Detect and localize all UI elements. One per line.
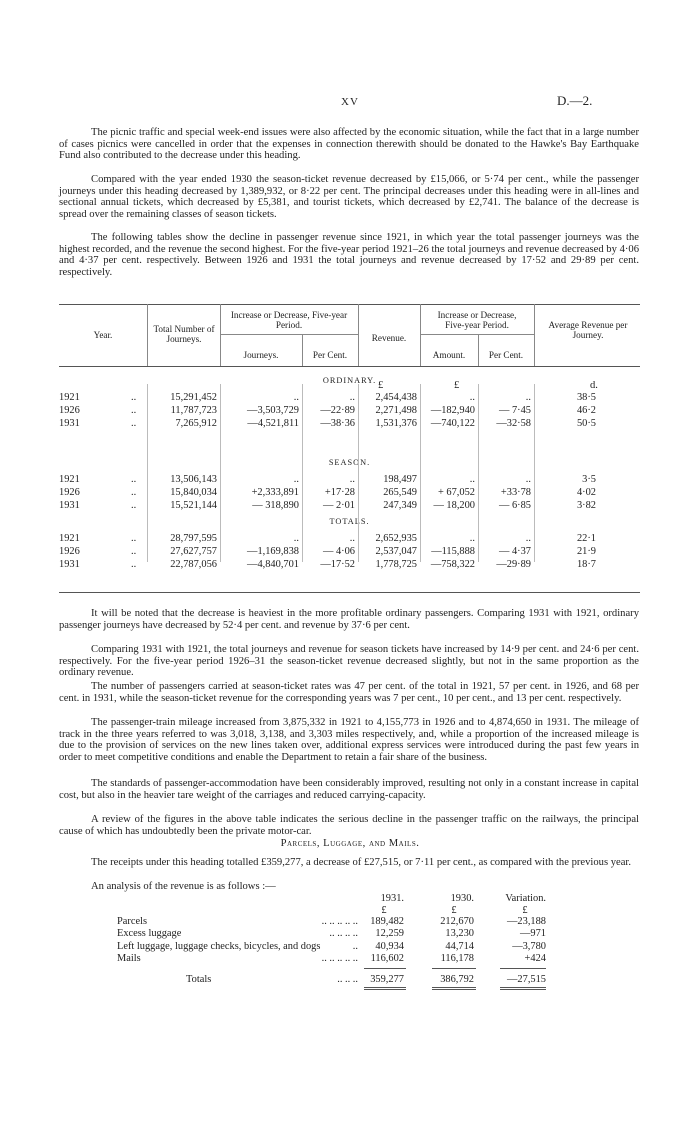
after-paragraph-2: Comparing 1931 with 1921, the total journeys and revenue for season tickets have increased by 14·9 per cent. and 24·6 per cent. respectively. For the five-year period 1926–31 the season-ticket revenue decreased slightly, but not in the same proportion as the ordinary revenue.: [59, 644, 639, 679]
parcels-1931-cell: 116,602: [370, 952, 404, 964]
amount-pct-cell: — 6·85: [498, 500, 531, 511]
revenue-cell: 1,778,725: [375, 559, 417, 570]
revenue-cell: 2,454,438: [375, 392, 417, 403]
leader-dots: .. .. .. ..: [329, 928, 358, 940]
intro-paragraph-3: The following tables show the decline in passenger revenue since 1921, in which year the total passenger journeys was the highest recorded, and the revenue the second highest. For the five-year period 1921–26 the total journeys and revenue decreased by 4·06 and 4·37 per cent. respectively. Between 1926 and 1931 the total journeys and revenue decreased by 17·52 and 29·89 per cent. respectively.: [59, 232, 639, 278]
column-rule: [220, 384, 221, 562]
total-journeys-cell: 28,797,595: [170, 533, 217, 544]
amount-cell: —740,122: [430, 418, 475, 429]
parcels-1930-cell: 44,714: [445, 940, 474, 952]
col-header-group-journeys: Increase or Decrease, Five-year Period.: [230, 310, 348, 330]
column-rule: [147, 384, 148, 562]
parcels-unit-variation: £: [522, 905, 528, 916]
leader-dots: .. .. .. .. ..: [321, 952, 358, 964]
amount-cell: ..: [469, 392, 475, 403]
intro-paragraph-2: Compared with the year ended 1930 the season-ticket revenue decreased by £15,066, or 5·74 per cent., while the passenger journeys under this heading decreased by 1,389,932, or 8·22 per cent. The principal decreases under this heading were in all-lines and sectional annual tickets, which decreased by £5,381, and tourist tickets, which decreased by £2,741. The balance of the decrease is spread over the remaining classes of season tickets.: [59, 174, 639, 220]
journeys-pct-cell: +17·28: [324, 487, 355, 498]
journeys-change-cell: ..: [293, 392, 299, 403]
revenue-cell: 2,652,935: [375, 533, 417, 544]
total-journeys-cell: 13,506,143: [170, 474, 217, 485]
col-header-journeys: Journeys.: [243, 350, 279, 360]
section-heading-parcels: Parcels, Luggage, and Mails.: [280, 838, 420, 849]
year-cell: 1921: [59, 533, 80, 544]
year-cell: 1926: [59, 546, 80, 557]
journeys-pct-cell: — 4·06: [322, 546, 355, 557]
leader-dots: ..: [352, 940, 358, 952]
unit-revenue: £: [378, 380, 384, 391]
average-cell: 3·82: [576, 500, 596, 511]
journeys-pct-cell: —17·52: [320, 559, 355, 570]
total-journeys-cell: 11,787,723: [170, 405, 217, 416]
amount-pct-cell: ..: [525, 392, 531, 403]
amount-pct-cell: ..: [525, 474, 531, 485]
section-title: TOTALS.: [329, 517, 370, 526]
parcels-row-label: Excess luggage: [117, 928, 182, 940]
average-cell: 21·9: [576, 546, 596, 557]
total-journeys-cell: 22,787,056: [170, 559, 217, 570]
column-rule: [302, 384, 303, 562]
average-cell: 50·5: [576, 418, 596, 429]
leader-dots: .. .. .. .. ..: [321, 916, 358, 927]
revenue-cell: 265,549: [383, 487, 417, 498]
parcels-variation-cell: —23,188: [507, 916, 546, 927]
document-reference: D.—2.: [557, 93, 593, 108]
column-rule: [358, 384, 359, 562]
amount-cell: + 67,052: [437, 487, 475, 498]
parcels-row-label: Parcels: [117, 916, 148, 927]
amount-cell: —182,940: [430, 405, 475, 416]
leader-dots: ..: [131, 546, 137, 557]
average-cell: 18·7: [576, 559, 596, 570]
journeys-change-cell: —1,169,838: [247, 546, 299, 557]
journeys-change-cell: —4,840,701: [247, 559, 299, 570]
parcels-1931-cell: 189,482: [370, 916, 404, 927]
year-cell: 1931: [59, 559, 80, 570]
amount-cell: —115,888: [431, 546, 475, 557]
amount-pct-cell: +33·78: [500, 487, 531, 498]
journeys-change-cell: ..: [293, 533, 299, 544]
parcels-1930-cell: 212,670: [440, 916, 474, 927]
parcels-1931-cell: 12,259: [375, 928, 404, 940]
after-paragraph-5: The standards of passenger-accommodation have been considerably improved, resulting not only in a constant increase in capital cost, but also in the heavier tare weight of the carriages and reduced carrying-capacity.: [59, 778, 639, 801]
leader-dots: ..: [131, 405, 137, 416]
revenue-cell: 1,531,376: [375, 418, 417, 429]
section-title: ORDINARY.: [322, 376, 377, 385]
amount-cell: ..: [469, 533, 475, 544]
col-header-per-cent-2: Per Cent.: [488, 350, 524, 360]
journeys-pct-cell: — 2·01: [322, 500, 355, 511]
page-number: XV: [341, 96, 359, 108]
journeys-change-cell: —3,503,729: [247, 405, 299, 416]
revenue-cell: 198,497: [383, 474, 417, 485]
col-header-total-journeys: Total Number of Journeys.: [153, 324, 215, 344]
parcels-col-header-1930: 1930.: [450, 893, 474, 904]
parcels-row: [0, 916, 700, 928]
total-journeys-cell: 15,840,034: [170, 487, 217, 498]
parcels-totals-row: [0, 974, 700, 986]
totals-label: Totals: [186, 974, 212, 985]
year-cell: 1926: [59, 405, 80, 416]
parcels-row-label: Left luggage, luggage checks, bicycles, and dogs: [117, 940, 321, 952]
parcels-paragraph-1: The receipts under this heading totalled £359,277, a decrease of £27,515, or 7·11 per cent., as compared with the previous year.: [91, 857, 632, 868]
col-header-amount: Amount.: [432, 350, 466, 360]
unit-average: d.: [590, 380, 598, 391]
journeys-change-cell: —4,521,811: [247, 418, 299, 429]
column-rule: [478, 384, 479, 562]
amount-cell: ..: [469, 474, 475, 485]
amount-cell: — 18,200: [433, 500, 475, 511]
parcels-row-label: Mails: [117, 952, 141, 964]
column-rule: [534, 384, 535, 562]
year-cell: 1931: [59, 418, 80, 429]
amount-pct-cell: —32·58: [496, 418, 531, 429]
journeys-pct-cell: —22·89: [320, 405, 355, 416]
parcels-row: [0, 928, 700, 940]
total-journeys-cell: 15,291,452: [170, 392, 217, 403]
revenue-cell: 2,537,047: [375, 546, 417, 557]
leader-dots: .. .. ..: [337, 974, 358, 985]
amount-pct-cell: — 7·45: [498, 405, 531, 416]
after-paragraph-3: The number of passengers carried at season-ticket rates was 47 per cent. of the total in 1921, 57 per cent. in 1926, and 68 per cent. in 1931, while the season-ticket revenue for the corresponding years was 7 per cent., 10 per cent., and 13 per cent. respectively.: [59, 681, 639, 704]
totals-1930-cell: 386,792: [440, 974, 474, 985]
average-cell: 38·5: [576, 392, 596, 403]
after-paragraph-6: A review of the figures in the above table indicates the serious decline in the passenger traffic on the railways, the principal cause of which has undoubtedly been the private motor-car.: [59, 814, 639, 837]
parcels-1931-cell: 40,934: [375, 940, 404, 952]
average-cell: 4·02: [576, 487, 596, 498]
total-journeys-cell: 27,627,757: [170, 546, 217, 557]
average-cell: 46·2: [576, 405, 596, 416]
after-paragraph-1: It will be noted that the decrease is heaviest in the more profitable ordinary passengers. Comparing 1931 with 1921, ordinary passenger journeys have decreased by 52·4 per cent. and revenue by 37·6 per cent.: [59, 608, 639, 631]
parcels-variation-cell: —971: [520, 928, 546, 940]
journeys-pct-cell: ..: [349, 392, 355, 403]
section-title: SEASON.: [328, 458, 371, 467]
parcels-variation-cell: —3,780: [512, 940, 546, 952]
journeys-change-cell: ..: [293, 474, 299, 485]
parcels-row: [0, 953, 700, 965]
year-cell: 1921: [59, 474, 80, 485]
col-header-average: Average Revenue per Journey.: [548, 320, 628, 340]
leader-dots: ..: [131, 392, 137, 403]
total-journeys-cell: 7,265,912: [175, 418, 217, 429]
leader-dots: ..: [131, 487, 137, 498]
parcels-unit-1930: £: [451, 905, 457, 916]
column-rule: [420, 384, 421, 562]
leader-dots: ..: [131, 559, 137, 570]
parcels-row: [0, 941, 700, 953]
journeys-change-cell: +2,333,891: [251, 487, 299, 498]
parcels-unit-1931: £: [381, 905, 387, 916]
leader-dots: ..: [131, 474, 137, 485]
amount-cell: —758,322: [430, 559, 475, 570]
amount-pct-cell: —29·89: [496, 559, 531, 570]
col-header-per-cent: Per Cent.: [312, 350, 348, 360]
parcels-col-header-variation: Variation.: [505, 893, 546, 904]
table-bottom-rule: [59, 592, 640, 593]
journeys-pct-cell: ..: [349, 474, 355, 485]
leader-dots: ..: [131, 500, 137, 511]
col-header-revenue: Revenue.: [371, 333, 407, 343]
parcels-1930-cell: 116,178: [440, 952, 474, 964]
amount-pct-cell: ..: [525, 533, 531, 544]
after-paragraph-4: The passenger-train mileage increased from 3,875,332 in 1921 to 4,155,773 in 1926 and to 4,874,650 in 1931. The mileage of track in the three years referred to was 3,018, 3,138, and 3,303 miles respectively, and, while a proportion of the increased mileage is due to the provision of services on the new lines taken over, additional express services were introduced during the past few years in order to meet competitive conditions and enable the Department to retain a fair share of the business.: [59, 717, 639, 763]
amount-pct-cell: — 4·37: [498, 546, 531, 557]
parcels-1930-cell: 13,230: [445, 928, 474, 940]
parcels-variation-cell: +424: [524, 952, 546, 964]
average-cell: 22·1: [576, 533, 596, 544]
totals-1931-cell: 359,277: [370, 974, 404, 985]
journeys-pct-cell: —38·36: [320, 418, 355, 429]
intro-paragraph-1: The picnic traffic and special week-end issues were also affected by the economic situation, while the fact that in a large number of cases picnics were cancelled in order that the expenses in connection therewith should be donated to the Hawke's Bay Earthquake Fund also contributed to the decrease under this heading.: [59, 127, 639, 162]
parcels-paragraph-2: An analysis of the revenue is as follows :—: [91, 881, 276, 892]
year-cell: 1921: [59, 392, 80, 403]
revenue-cell: 2,271,498: [375, 405, 417, 416]
year-cell: 1926: [59, 487, 80, 498]
average-cell: 3·5: [582, 474, 596, 485]
passenger-revenue-table: [59, 304, 640, 593]
parcels-col-header-1931: 1931.: [380, 893, 404, 904]
totals-variation-cell: —27,515: [507, 974, 546, 985]
col-header-group-revenue: Increase or Decrease, Five-year Period.: [437, 310, 517, 330]
journeys-pct-cell: ..: [349, 533, 355, 544]
col-header-year: Year.: [93, 330, 113, 340]
journeys-change-cell: — 318,890: [252, 500, 299, 511]
leader-dots: ..: [131, 533, 137, 544]
total-journeys-cell: 15,521,144: [170, 500, 217, 511]
unit-amount: £: [454, 380, 460, 391]
revenue-cell: 247,349: [383, 500, 417, 511]
leader-dots: ..: [131, 418, 137, 429]
year-cell: 1931: [59, 500, 80, 511]
